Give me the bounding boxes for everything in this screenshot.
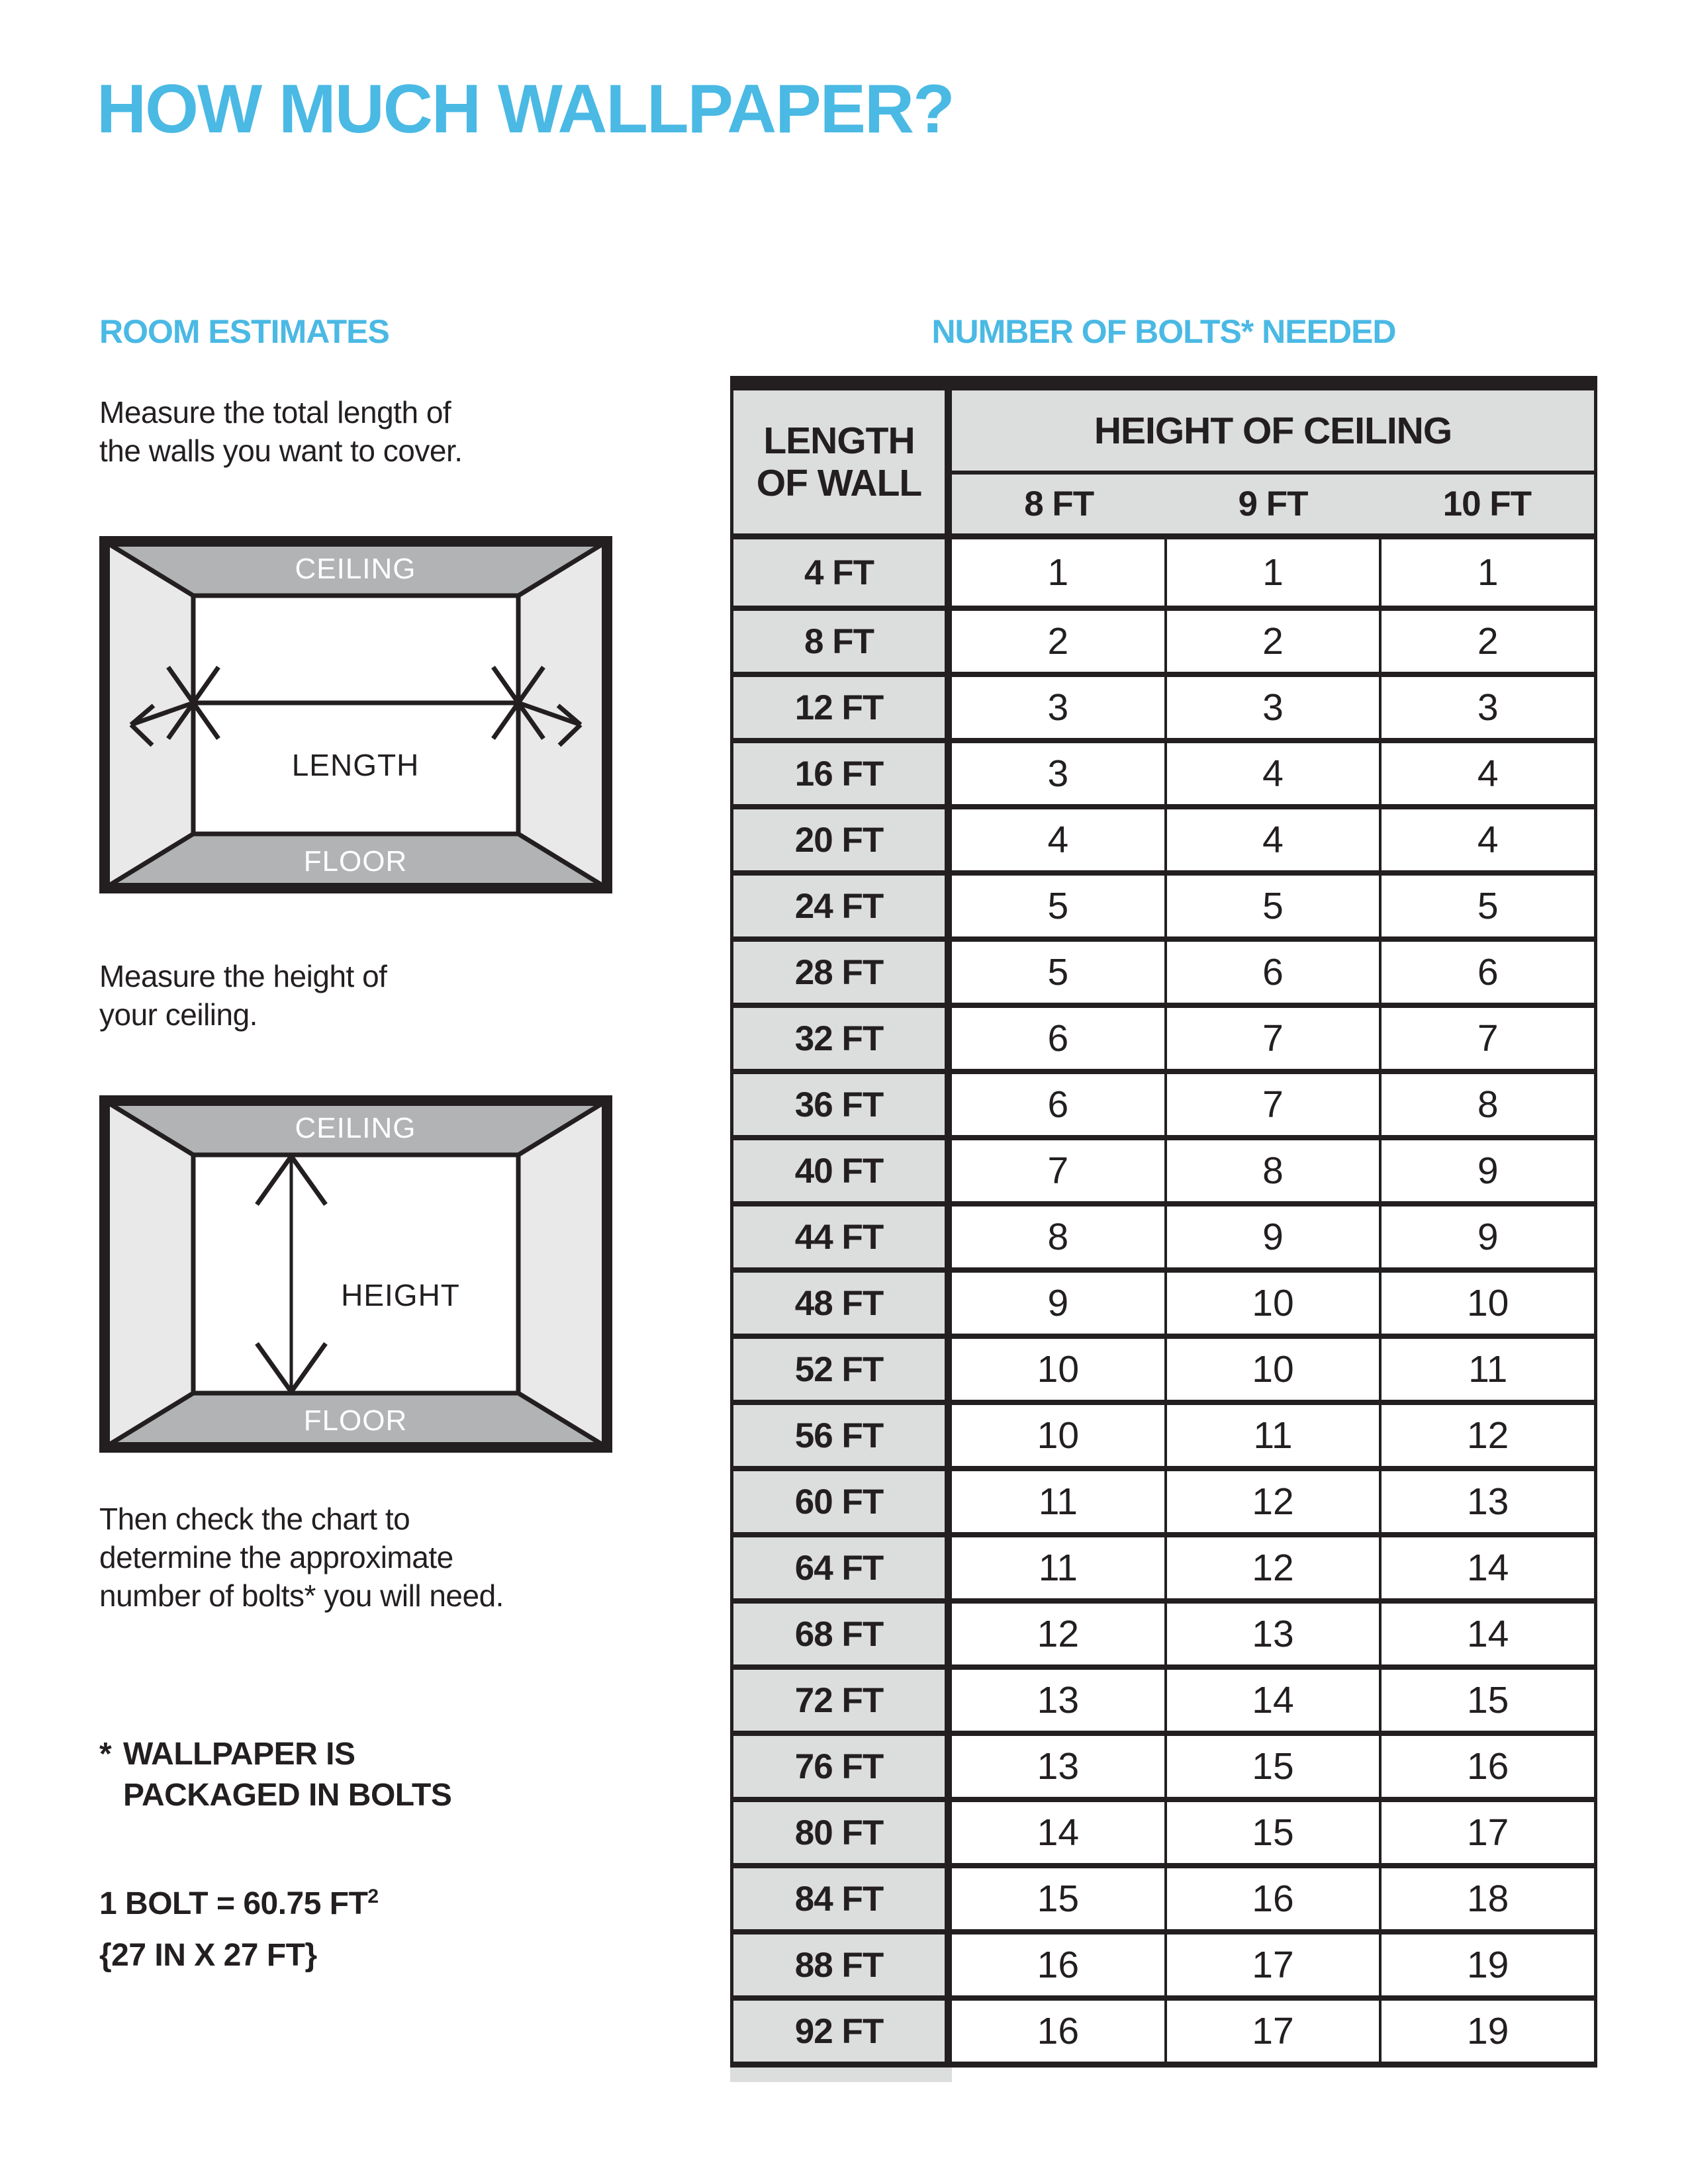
bolts-needed-heading: NUMBER OF BOLTS* NEEDED — [931, 313, 1396, 350]
bolt-count-cell: 6 — [1047, 1017, 1069, 1060]
length-label: LENGTH — [291, 748, 420, 782]
bolt-count-cell: 15 — [1379, 1670, 1594, 1731]
bolt-count-cell: 5 — [1164, 876, 1380, 936]
table-row — [733, 738, 1594, 804]
wall-length-label: 88 FT — [733, 1934, 952, 1995]
wall-length-label: 80 FT — [733, 1802, 952, 1863]
superscript-two: 2 — [367, 1886, 379, 1907]
bolt-count-cell: 12 — [1379, 1405, 1594, 1466]
table-row — [733, 804, 1594, 870]
floor-label: FLOOR — [303, 1404, 408, 1437]
bolt-count-cell: 7 — [1164, 1008, 1380, 1069]
table-row — [733, 870, 1594, 936]
bolt-count-cell: 6 — [1047, 1083, 1069, 1126]
bolt-count-cell: 5 — [1047, 951, 1069, 993]
left-wall-surface — [105, 1101, 193, 1447]
bolt-count-cell: 16 — [1037, 1944, 1080, 1986]
table-row — [733, 539, 1594, 606]
height-label: HEIGHT — [341, 1278, 460, 1312]
bolt-count-cell: 3 — [1047, 752, 1069, 795]
bolt-count-cell: 11 — [1038, 1480, 1078, 1523]
table-row — [733, 1863, 1594, 1929]
footnote-line: WALLPAPER IS — [123, 1737, 355, 1772]
room-length-diagram-svg — [99, 536, 612, 893]
column-header-8ft: 8 FT — [1024, 484, 1094, 523]
asterisk: * — [99, 1737, 112, 1772]
bolt-count-cell: 9 — [1164, 1206, 1380, 1267]
table-row — [733, 672, 1594, 738]
bolt-equation: 1 BOLT = 60.75 $FT^2$ — [99, 1886, 379, 1921]
table-body — [733, 539, 1594, 2062]
wall-length-label: 72 FT — [733, 1670, 952, 1731]
wall-length-label: 36 FT — [733, 1074, 952, 1135]
column-headers-row — [952, 475, 1594, 533]
page-title: HOW MUCH WALLPAPER? — [97, 71, 954, 148]
bolt-count-cell: 8 — [1047, 1216, 1069, 1258]
column-group-area — [952, 390, 1594, 533]
wall-length-label: 16 FT — [733, 743, 952, 804]
wall-length-label: 8 FT — [733, 611, 952, 672]
table-row — [733, 606, 1594, 672]
wall-length-label: 92 FT — [733, 2001, 952, 2062]
wall-length-label: 68 FT — [733, 1604, 952, 1664]
wall-length-label: 64 FT — [733, 1537, 952, 1598]
bolt-count-cell: 6 — [1379, 942, 1594, 1003]
wall-length-label: 84 FT — [733, 1868, 952, 1929]
back-wall — [193, 1155, 518, 1393]
bolt-count-cell: 6 — [1164, 942, 1380, 1003]
bolt-count-cell: 14 — [1379, 1537, 1594, 1598]
bolt-count-cell: 17 — [1379, 1802, 1594, 1863]
wall-length-label: 76 FT — [733, 1736, 952, 1797]
table-row — [733, 1532, 1594, 1598]
table-row — [733, 1135, 1594, 1201]
column-header-9ft: 9 FT — [1238, 484, 1308, 523]
paragraph-line: determine the approximate — [99, 1540, 453, 1574]
room-length-diagram — [99, 536, 612, 893]
wall-length-label: 56 FT — [733, 1405, 952, 1466]
bolt-count-cell: 15 — [1037, 1878, 1080, 1920]
bolt-count-cell: 13 — [1037, 1745, 1080, 1788]
bolt-count-cell: 8 — [1164, 1140, 1380, 1201]
bolt-count-cell: 12 — [1037, 1613, 1080, 1655]
bolt-count-cell: 10 — [1164, 1339, 1380, 1400]
bolt-count-cell: 2 — [1164, 611, 1380, 672]
bolt-count-cell: 4 — [1164, 743, 1380, 804]
table-top-bar — [733, 376, 1594, 390]
table-header — [733, 390, 1594, 539]
table-footer-stub — [730, 2068, 952, 2082]
paragraph-line: your ceiling. — [99, 997, 258, 1032]
wall-length-label: 12 FT — [733, 677, 952, 738]
table-row — [733, 1995, 1594, 2062]
bolt-count-cell: 4 — [1379, 809, 1594, 870]
right-wall-surface — [518, 1101, 607, 1447]
measure-height-paragraph — [99, 957, 387, 1034]
wall-length-label: 60 FT — [733, 1471, 952, 1532]
bolt-count-cell: 1 — [1047, 551, 1069, 594]
ceiling-label: CEILING — [295, 553, 416, 585]
bolt-count-cell: 15 — [1164, 1736, 1380, 1797]
bolt-count-cell: 19 — [1379, 2001, 1594, 2062]
bolt-count-cell: 1 — [1164, 539, 1380, 606]
bolt-count-cell: 2 — [1379, 611, 1594, 672]
wall-length-label: 48 FT — [733, 1273, 952, 1334]
bolt-count-cell: 16 — [1037, 2010, 1080, 2052]
table-row — [733, 1797, 1594, 1863]
bolt-count-cell: 9 — [1379, 1206, 1594, 1267]
bolt-count-cell: 10 — [1379, 1273, 1594, 1334]
bolt-count-cell: 15 — [1164, 1802, 1380, 1863]
wall-length-label: 4 FT — [733, 539, 952, 606]
bolt-count-cell: 10 — [1037, 1348, 1080, 1390]
bolt-count-cell: 16 — [1164, 1868, 1380, 1929]
bolt-count-cell: 14 — [1164, 1670, 1380, 1731]
floor-label: FLOOR — [303, 845, 408, 878]
bolt-count-cell: 4 — [1379, 743, 1594, 804]
bolt-count-cell: 14 — [1037, 1811, 1080, 1854]
footnote-text — [123, 1734, 451, 1816]
room-estimates-heading: ROOM ESTIMATES — [99, 313, 389, 350]
table-row — [733, 1731, 1594, 1797]
bolt-count-cell: 7 — [1379, 1008, 1594, 1069]
bolt-count-cell: 17 — [1164, 1934, 1380, 1995]
bolt-count-cell: 11 — [1164, 1405, 1380, 1466]
paragraph-line: Measure the total length of — [99, 395, 451, 430]
room-height-diagram-svg — [99, 1095, 612, 1453]
table-row — [733, 1334, 1594, 1400]
paragraph-line: Then check the chart to — [99, 1502, 410, 1536]
table-row — [733, 936, 1594, 1003]
bolt-dimensions: {27 IN X 27 FT} — [99, 1938, 317, 1973]
bolts-table — [730, 376, 1597, 2068]
room-height-diagram — [99, 1095, 612, 1453]
bolt-count-cell: 10 — [1164, 1273, 1380, 1334]
bolt-count-cell: 9 — [1379, 1140, 1594, 1201]
table-row — [733, 1003, 1594, 1069]
bolt-count-cell: 17 — [1164, 2001, 1380, 2062]
back-wall — [193, 596, 518, 834]
bolt-count-cell: 12 — [1164, 1537, 1380, 1598]
table-row — [733, 1069, 1594, 1135]
table-row — [733, 1267, 1594, 1334]
bolt-count-cell: 18 — [1379, 1868, 1594, 1929]
bolt-count-cell: 14 — [1379, 1604, 1594, 1664]
table-row — [733, 1664, 1594, 1731]
bolt-count-cell: 5 — [1379, 876, 1594, 936]
bolt-count-cell: 5 — [1047, 885, 1069, 927]
wall-length-label: 44 FT — [733, 1206, 952, 1267]
table-row — [733, 1598, 1594, 1664]
table-row — [733, 1400, 1594, 1466]
bolt-count-cell: 4 — [1164, 809, 1380, 870]
paragraph-line: number of bolts* you will need. — [99, 1578, 504, 1613]
bolt-count-cell: 3 — [1164, 677, 1380, 738]
column-group-header: HEIGHT OF CEILING — [952, 390, 1594, 475]
bolt-count-cell: 19 — [1379, 1934, 1594, 1995]
row-group-header: LENGTH OF WALL — [733, 390, 952, 533]
right-wall-surface — [518, 541, 607, 888]
paragraph-line: Measure the height of — [99, 959, 387, 993]
wallpaper-bolts-footnote — [99, 1734, 451, 1816]
bolt-size-info — [99, 1877, 379, 1976]
ceiling-label: CEILING — [295, 1112, 416, 1144]
bolt-count-cell: 11 — [1379, 1339, 1594, 1400]
bolt-count-cell: 12 — [1164, 1471, 1380, 1532]
bolt-count-cell: 13 — [1164, 1604, 1380, 1664]
bolt-count-cell: 11 — [1038, 1547, 1078, 1589]
table-row — [733, 1929, 1594, 1995]
bolt-count-cell: 16 — [1379, 1736, 1594, 1797]
bolt-count-cell: 13 — [1379, 1471, 1594, 1532]
bolt-count-cell: 4 — [1047, 819, 1069, 861]
bolt-count-cell: 3 — [1379, 677, 1594, 738]
bolt-count-cell: 3 — [1047, 686, 1069, 729]
table-row — [733, 1466, 1594, 1532]
measure-length-paragraph — [99, 393, 463, 470]
wall-length-label: 20 FT — [733, 809, 952, 870]
table-row — [733, 1201, 1594, 1267]
wall-length-label: 52 FT — [733, 1339, 952, 1400]
bolt-count-cell: 10 — [1037, 1414, 1080, 1457]
bolt-count-cell: 8 — [1379, 1074, 1594, 1135]
wall-length-label: 32 FT — [733, 1008, 952, 1069]
bolt-count-cell: 7 — [1047, 1150, 1069, 1192]
bolt-count-cell: 13 — [1037, 1679, 1080, 1721]
bolt-count-cell: 7 — [1164, 1074, 1380, 1135]
column-header-10ft: 10 FT — [1442, 484, 1532, 523]
bolt-count-cell: 2 — [1047, 620, 1069, 662]
wall-length-label: 24 FT — [733, 876, 952, 936]
bolt-count-cell: 1 — [1379, 539, 1594, 606]
wall-length-label: 28 FT — [733, 942, 952, 1003]
bolt-count-cell: 9 — [1047, 1282, 1069, 1324]
check-chart-paragraph — [99, 1500, 504, 1615]
footnote-line: PACKAGED IN BOLTS — [123, 1778, 452, 1813]
paragraph-line: the walls you want to cover. — [99, 433, 463, 468]
wall-length-label: 40 FT — [733, 1140, 952, 1201]
left-wall-surface — [105, 541, 193, 888]
